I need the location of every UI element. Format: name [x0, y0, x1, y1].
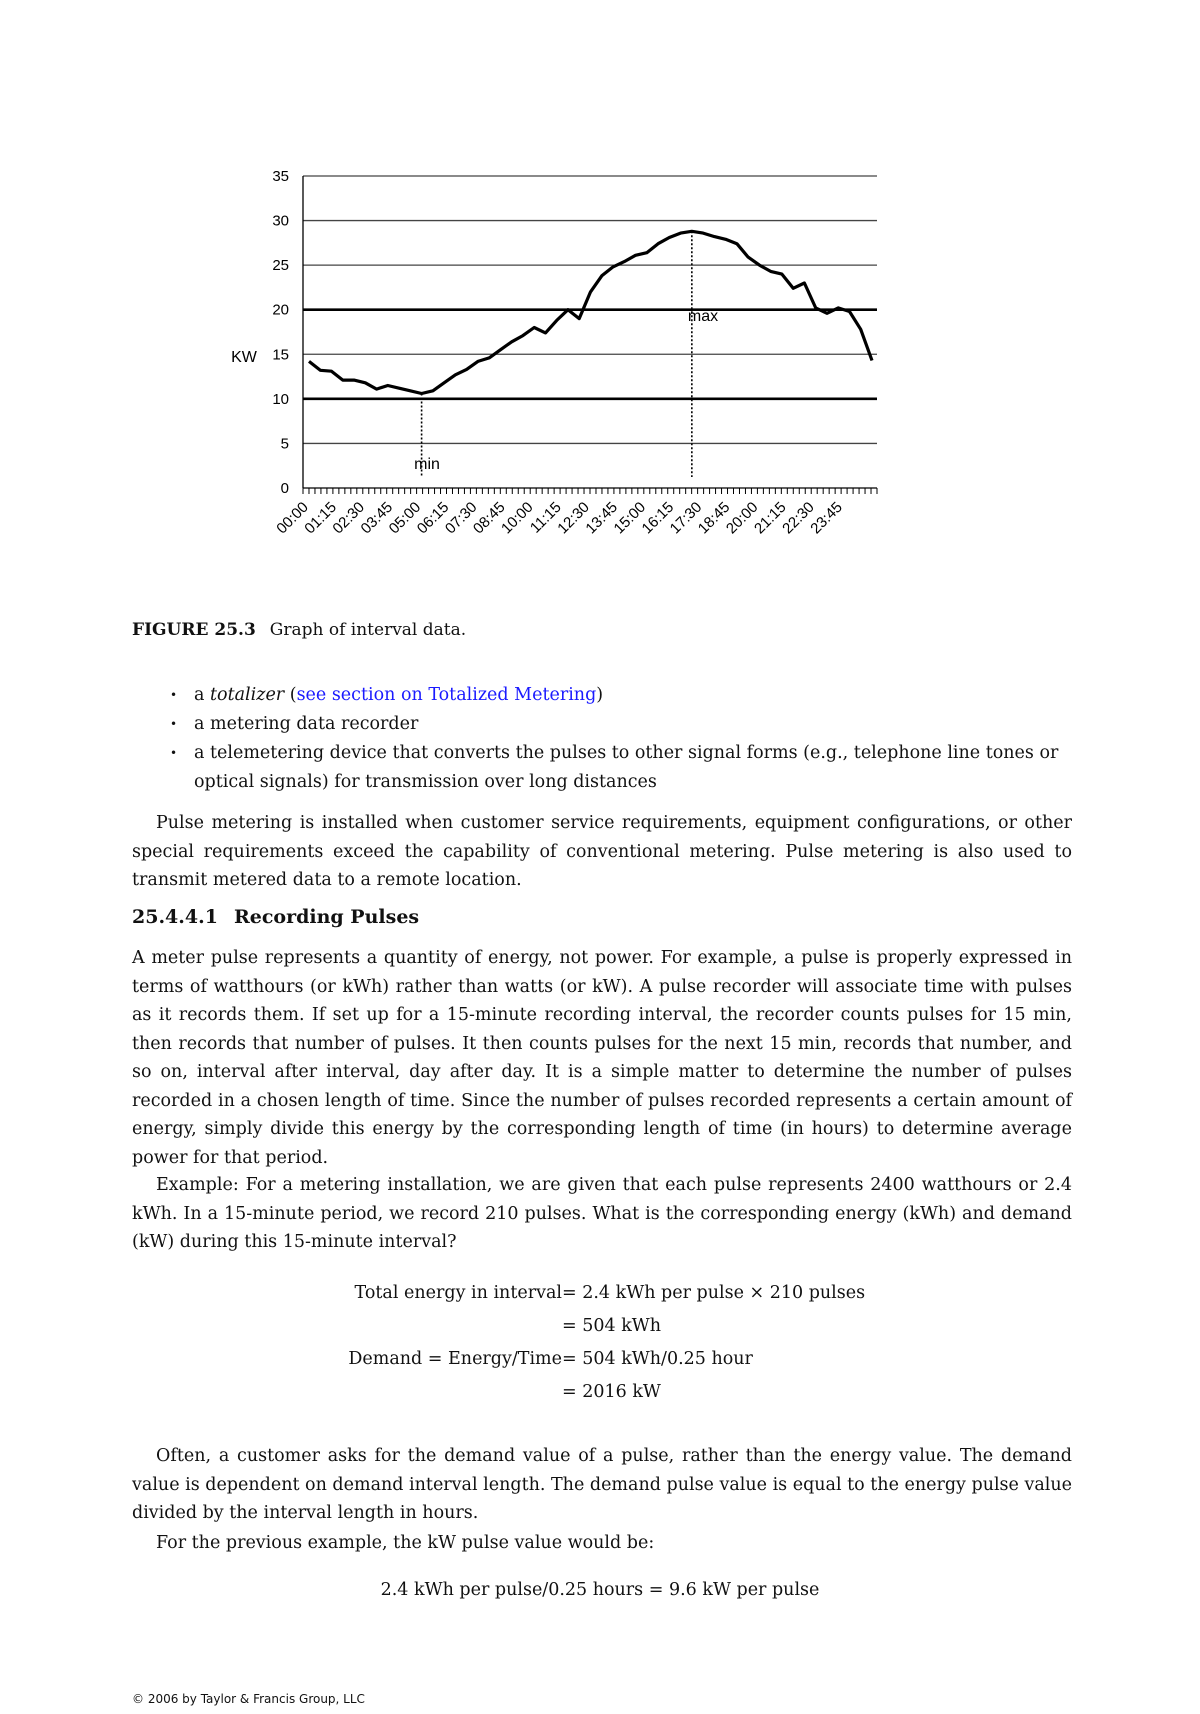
chart-x-axis — [273, 488, 877, 537]
x-tick-label: 01:15 — [301, 498, 340, 538]
bullet-text: a telemetering device that converts the pulses to other signal forms (e.g., telephone line tones or optical signals) for transmission over long distances — [194, 743, 1059, 792]
list-item — [170, 681, 1080, 710]
x-tick-label: 06:15 — [413, 498, 453, 538]
bullet-marker: • — [170, 746, 178, 760]
bullet-paren-open: ( — [284, 685, 297, 705]
x-tick-label: 17:30 — [666, 498, 706, 538]
chart-annotation-min: min — [414, 456, 440, 473]
x-tick-label: 10:00 — [498, 498, 537, 538]
x-tick-label: 00:00 — [273, 498, 312, 538]
equation-rhs: = 504 kWh/0.25 hour — [562, 1349, 753, 1369]
x-tick-label: 07:30 — [441, 498, 481, 538]
equation-rhs: = 504 kWh — [562, 1316, 662, 1336]
bullet-text: a metering data recorder — [194, 714, 419, 734]
interval-data-chart — [220, 160, 990, 600]
y-tick-label: 0 — [280, 480, 289, 497]
paragraph-example: Example: For a metering installation, we are given that each pulse represents 2400 watthours or 2.4 kWh. In a 15-minute period, we record 210 pulses. What is the corresponding energy (kWh) and demand (kW) during this 15-minute interval? — [132, 1175, 1072, 1252]
totalized-metering-link[interactable]: see section on Totalized Metering — [296, 685, 597, 705]
bullet-paren-close: ) — [596, 685, 604, 705]
x-tick-label: 02:30 — [329, 498, 369, 538]
figure-label: FIGURE 25.3 — [132, 620, 256, 640]
section-title: Recording Pulses — [233, 906, 420, 928]
bullet-italic-term: totalizer — [210, 685, 285, 705]
x-tick-label: 03:45 — [357, 498, 397, 538]
y-tick-label: 20 — [272, 301, 289, 319]
chart-annotation-max: max — [687, 308, 719, 325]
list-item — [170, 739, 1080, 797]
copyright-footer: © 2006 by Taylor & Francis Group, LLC — [132, 1692, 365, 1706]
y-tick-label: 35 — [272, 168, 289, 185]
bullet-text: a — [194, 685, 210, 705]
x-tick-label: 11:15 — [526, 498, 565, 537]
x-tick-label: 15:00 — [610, 498, 650, 538]
equation-line — [0, 1349, 1200, 1382]
equation-rhs: = 2016 kW — [562, 1382, 661, 1402]
equation-line — [0, 1316, 1200, 1349]
x-tick-label: 23:45 — [807, 498, 846, 538]
figure-caption-text: Graph of interval data. — [269, 620, 467, 640]
paragraph-demand-value: Often, a customer asks for the demand value of a pulse, rather than the energy value. The demand value is dependent on demand interval length. The demand pulse value is equal to the energy pulse value divided by the interval length in hours. — [132, 1446, 1073, 1523]
x-tick-label: 18:45 — [694, 498, 734, 538]
y-tick-label: 15 — [272, 346, 289, 364]
x-tick-label: 22:30 — [779, 498, 818, 538]
x-tick-label: 16:15 — [638, 498, 678, 538]
chart-ylabel: KW — [231, 349, 257, 366]
x-tick-label: 20:00 — [722, 498, 762, 538]
chart-series-line — [309, 231, 872, 393]
x-tick-label: 13:45 — [582, 498, 621, 538]
y-tick-label: 5 — [280, 435, 289, 453]
bullet-marker: • — [170, 717, 178, 731]
y-tick-label: 10 — [272, 390, 289, 408]
y-tick-label: 25 — [272, 257, 289, 275]
equation-lhs: Total energy in interval — [354, 1283, 562, 1303]
chart-y-axis — [272, 168, 303, 497]
equation-kw-pulse-value: 2.4 kWh per pulse/0.25 hours = 9.6 kW per pulse — [380, 1580, 820, 1600]
x-tick-label: 08:45 — [469, 498, 509, 538]
x-tick-label: 05:00 — [385, 498, 425, 538]
y-tick-label: 30 — [272, 212, 289, 230]
paragraph-recording-pulses: A meter pulse represents a quantity of energy, not power. For example, a pulse is properly expressed in terms of watthours (or kWh) rather than watts (or kW). A pulse recorder will associate time with pulses as it records them. If set up for a 15-minute recording interval, the recorder counts pulses for 15 min, then records that number of pulses. It then counts pulses for the next 15 min, records that number, and so on, interval after interval, day after day. It is a simple matter to determine the number of pulses recorded in a chosen length of time. Since the number of pulses recorded represents a certain amount of energy, simply divide this energy by the corresponding length of time (in hours) to determine average power for that period. — [132, 948, 1072, 1168]
section-number: 25.4.4.1 — [132, 906, 218, 928]
equation-rhs: = 2.4 kWh per pulse × 210 pulses — [562, 1283, 866, 1303]
figure-caption — [132, 620, 466, 640]
bullet-marker: • — [170, 688, 178, 702]
equation-lhs: Demand = Energy/Time — [348, 1349, 562, 1369]
equation-line — [0, 1382, 1200, 1415]
bullet-list — [170, 681, 1080, 797]
paragraph-pulse-metering: Pulse metering is installed when customer service requirements, equipment configurations, or other special requirements exceed the capability of conventional metering. Pulse metering is also used to transmit metered data to a remote location. — [132, 813, 1072, 890]
paragraph-previous-example: For the previous example, the kW pulse value would be: — [156, 1533, 655, 1553]
list-item — [170, 710, 1080, 739]
x-tick-label: 12:30 — [554, 498, 593, 538]
section-heading — [132, 906, 419, 928]
x-tick-label: 21:15 — [751, 498, 790, 538]
equation-line — [0, 1283, 1200, 1316]
